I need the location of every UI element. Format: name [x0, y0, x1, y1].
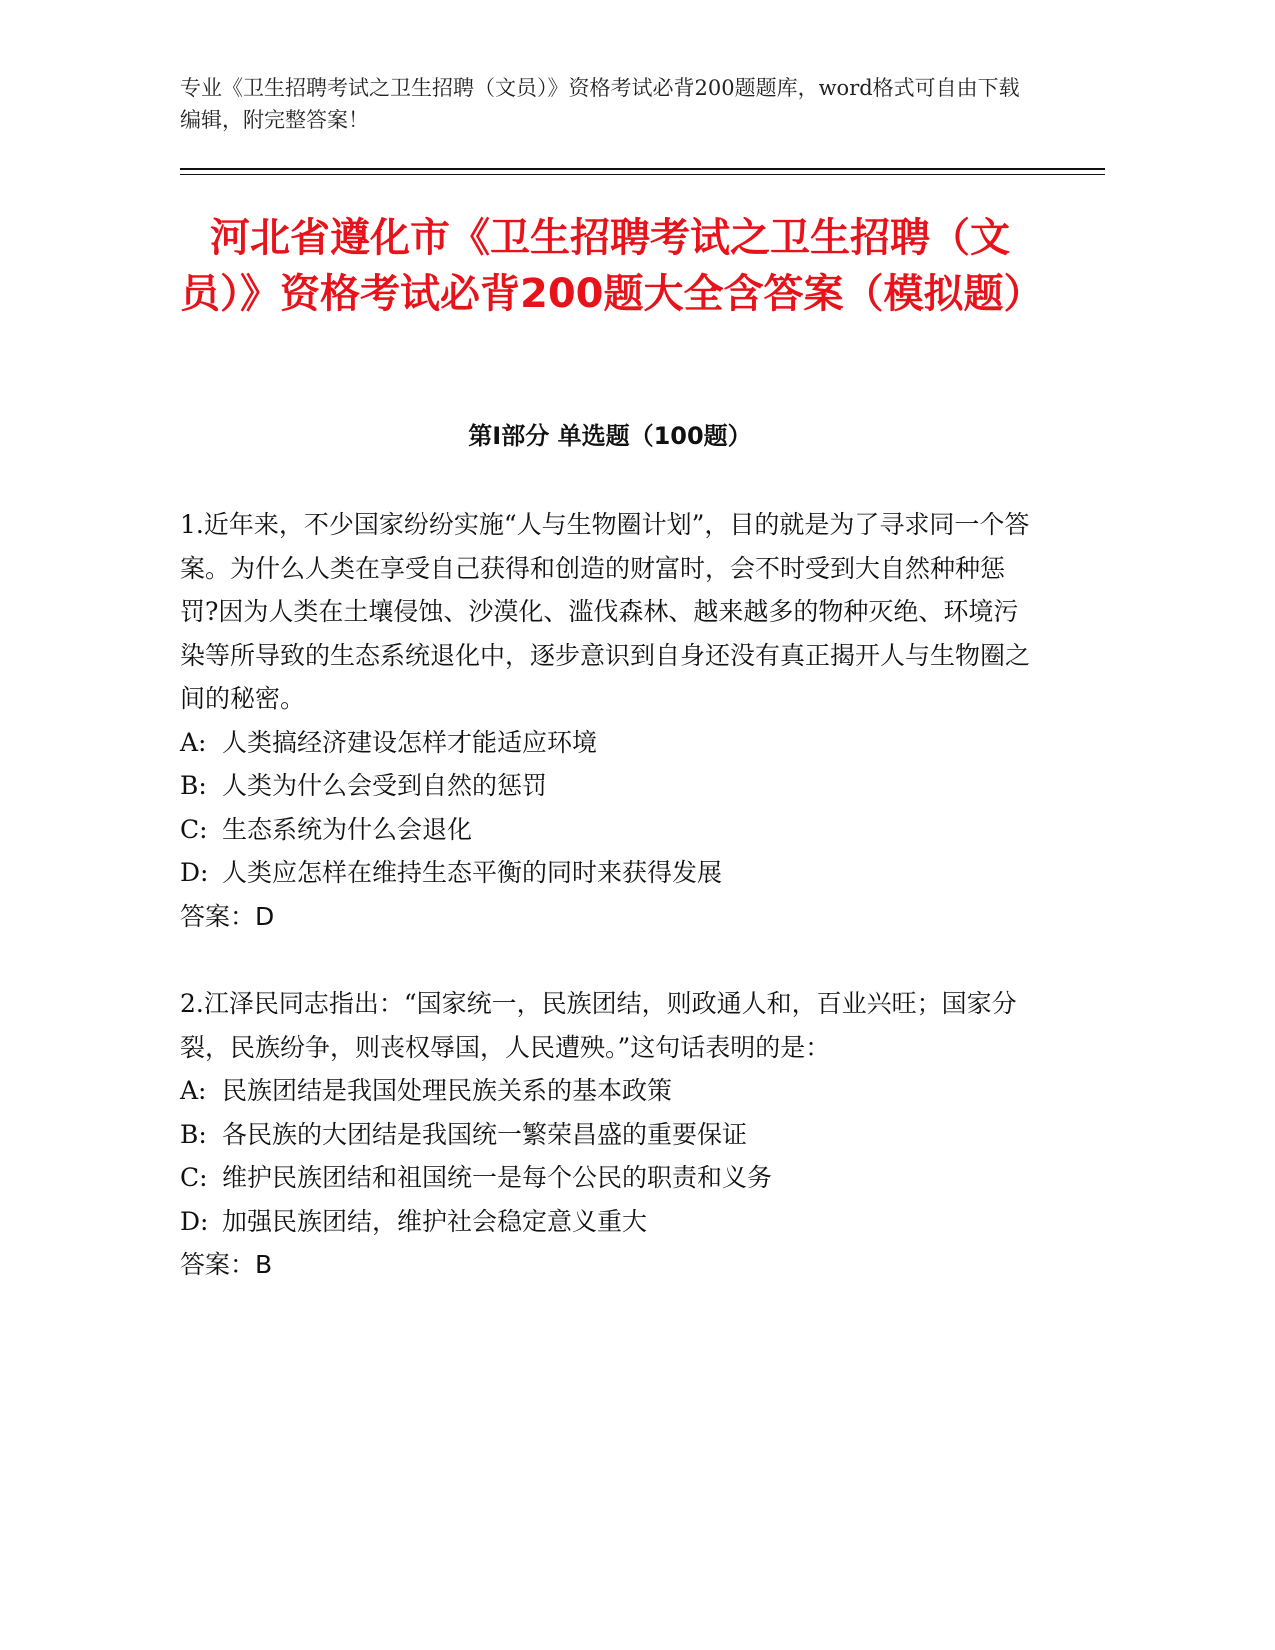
option-letter: A: [180, 1076, 207, 1105]
option-text: 人类搞经济建设怎样才能适应环境 [222, 727, 598, 757]
option-b [180, 1113, 1040, 1157]
header-note: 专业《卫生招聘考试之卫生招聘（文员）》资格考试必背200题题库，word格式可自由下载编辑，附完整答案！ [180, 76, 1020, 132]
section-heading: 第I部分 单选题（100题） [468, 422, 752, 450]
question-stem: 1.近年来，不少国家纷纷实施“人与生物圈计划”，目的就是为了寻求同一个答案。为什么人类在享受自己获得和创造的财富时，会不时受到大自然种种惩罚?因为人类在土壤侵蚀、沙漠化、滥伐森林、越来越多的物种灭绝、环境污染等所导致的生态系统退化中，逐步意识到自身还没有真正揭开人与生物圈之间的秘密。 [180, 510, 1031, 713]
option-text: 人类为什么会受到自然的惩罚 [222, 771, 548, 800]
document-title: 河北省遵化市《卫生招聘考试之卫生招聘（文员）》资格考试必背200题大全含答案（模拟题） [180, 215, 1044, 317]
answer-line: 答案：B [180, 1250, 273, 1279]
option-letter: D: [180, 1206, 209, 1236]
option-letter: D: [180, 858, 209, 887]
option-text: 维护民族团结和祖国统一是每个公民的职责和义务 [222, 1163, 773, 1192]
answer-line: 答案：D [180, 901, 275, 931]
header-divider-thick [180, 168, 1105, 170]
option-a [180, 1069, 1040, 1113]
option-d [180, 1200, 1040, 1244]
question-2 [180, 982, 1040, 1287]
option-c [180, 808, 1040, 852]
option-text: 生态系统为什么会退化 [222, 814, 473, 844]
option-text: 民族团结是我国处理民族关系的基本政策 [222, 1076, 673, 1105]
header-divider-thin [180, 174, 1105, 175]
option-letter: A: [180, 727, 207, 757]
option-letter: C: [180, 814, 208, 844]
option-text: 加强民族团结，维护社会稳定意义重大 [222, 1206, 648, 1236]
option-c [180, 1156, 1040, 1200]
option-letter: B: [180, 1119, 207, 1149]
option-letter: C: [180, 1163, 208, 1192]
option-b [180, 764, 1040, 808]
option-text: 各民族的大团结是我国统一繁荣昌盛的重要保证 [222, 1119, 748, 1149]
question-stem: 2.江泽民同志指出：“国家统一，民族团结，则政通人和，百业兴旺；国家分裂，民族纷争，则丧权辱国，人民遭殃。”这句话表明的是： [180, 989, 1017, 1062]
option-a [180, 721, 1040, 765]
option-d [180, 851, 1040, 895]
option-text: 人类应怎样在维持生态平衡的同时来获得发展 [222, 858, 723, 887]
question-1 [180, 503, 1040, 938]
option-letter: B: [180, 771, 207, 800]
